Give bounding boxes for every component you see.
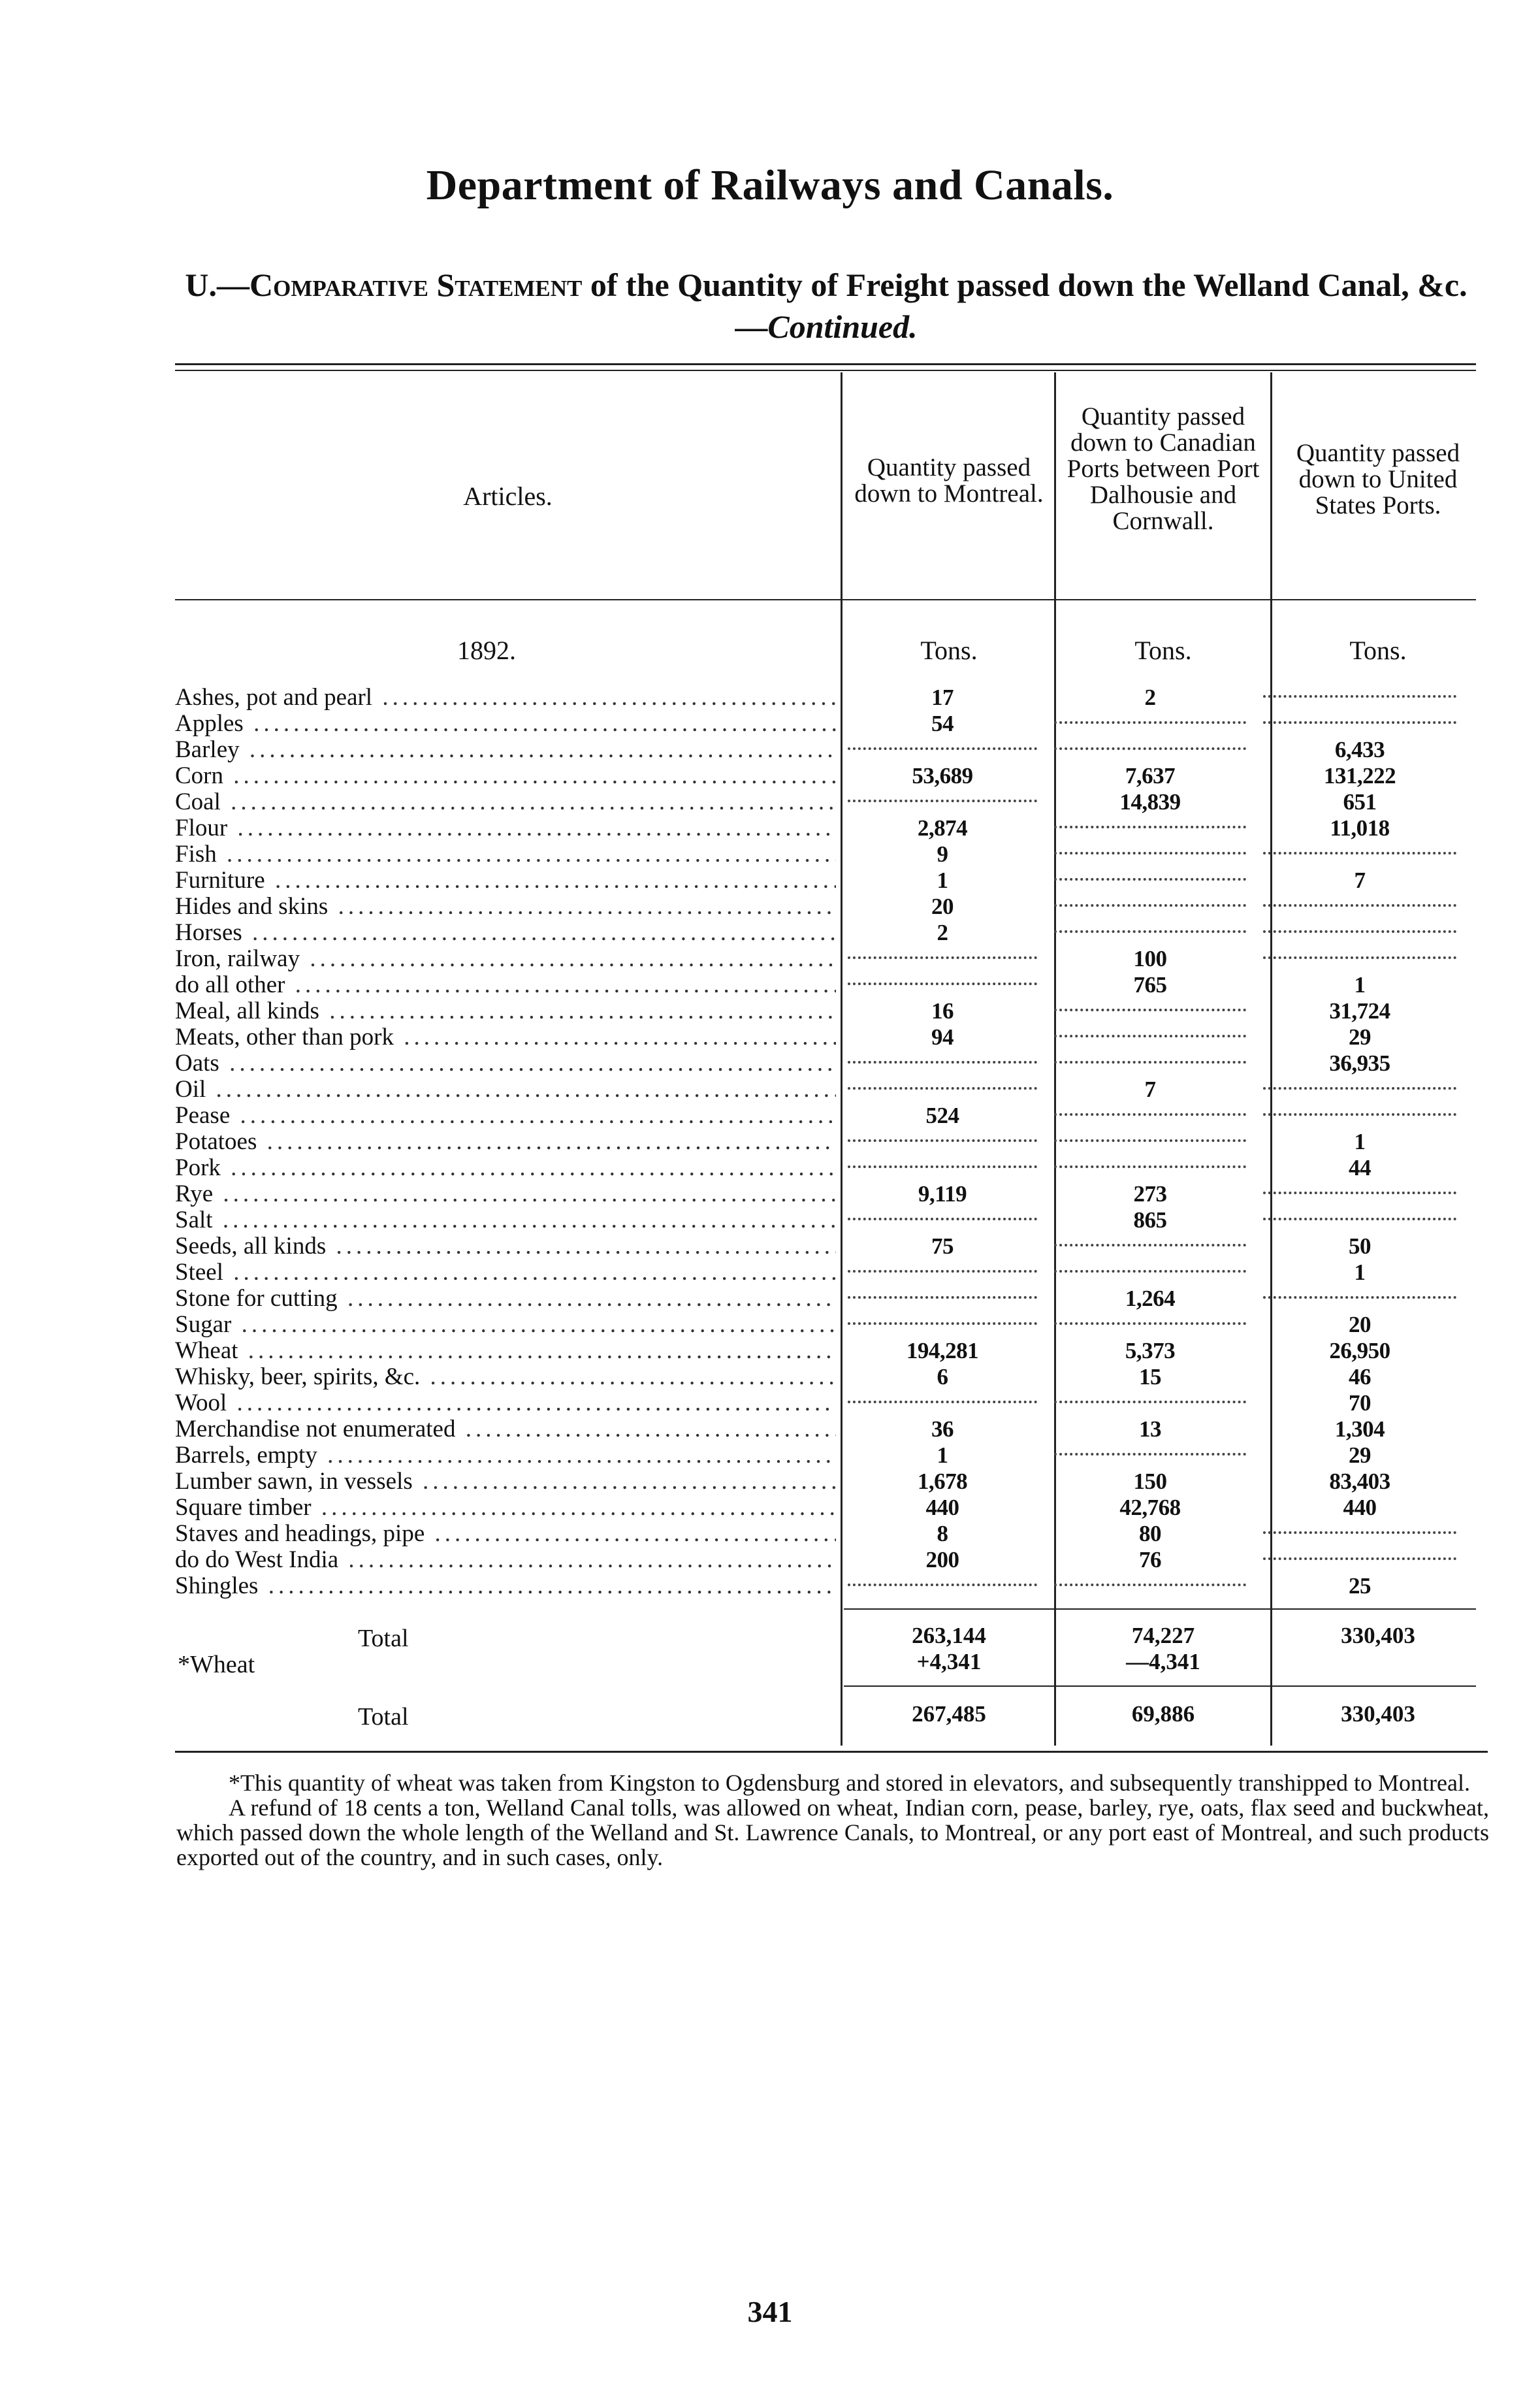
row-label: Meal, all kinds ..... <box>175 998 836 1024</box>
cell-canadian: 765 <box>1133 972 1167 998</box>
leader-dots <box>1054 1401 1246 1403</box>
table-row <box>175 763 1462 789</box>
leader-dots <box>1054 721 1246 724</box>
caption-main: of the Quantity of Freight passed down the Welland Canal, &c.— <box>590 267 1468 345</box>
table-bottom-rule <box>175 1751 1488 1753</box>
cell-montreal: 8 <box>937 1521 948 1546</box>
table-row <box>175 1024 1462 1050</box>
cell-us: 29 <box>1349 1442 1371 1468</box>
cell-us: 1 <box>1354 972 1366 998</box>
cell-montreal: 194,281 <box>906 1338 979 1363</box>
cell-montreal: 94 <box>931 1024 954 1050</box>
leader-dots <box>1054 852 1246 854</box>
leader-dots <box>1263 1192 1456 1194</box>
row-label: do all other ..... <box>175 972 836 998</box>
footnote-refund: A refund of 18 cents a ton, Welland Canal tolls, was allowed on wheat, Indian corn, pease, barley, rye, oats, flax seed and buckwheat, which passed down the whole length of the Welland and St. Lawrence Canals, to Montreal, or any port east of Montreal, and such products exported out of the country, and in such cases, only. <box>176 1795 1489 1870</box>
table-row <box>175 789 1462 815</box>
leader-dots <box>1054 1244 1246 1246</box>
leader-dots <box>1054 1061 1246 1064</box>
leader-dots <box>848 1296 1037 1299</box>
cell-montreal: 1,678 <box>917 1469 968 1494</box>
cell-montreal: 6 <box>937 1364 948 1390</box>
table-row <box>175 685 1462 711</box>
leader-dots <box>1054 1165 1246 1168</box>
leader-dots <box>848 1165 1037 1168</box>
caption-continued: Continued. <box>767 308 918 345</box>
table-row <box>175 1573 1462 1599</box>
cell-canadian: 1,264 <box>1125 1286 1176 1311</box>
row-label: Merchandise not enumerated ..... <box>175 1416 836 1442</box>
row-label: Whisky, beer, spirits, &c. ..... <box>175 1364 836 1390</box>
leader-dots <box>1054 878 1246 881</box>
cell-canadian: 7,637 <box>1125 763 1176 789</box>
row-label: Pork ..... <box>175 1155 836 1181</box>
wheat-canadian: —4,341 <box>1126 1649 1200 1674</box>
header-bottom-rule <box>175 599 1476 600</box>
caption-smallcaps: Comparative Statement <box>249 267 583 303</box>
table-row <box>175 1077 1462 1103</box>
column-header-montreal: Quantity passed down to Montreal. <box>854 453 1044 508</box>
cell-us: 20 <box>1349 1312 1371 1337</box>
cell-canadian: 865 <box>1133 1207 1167 1233</box>
leader-dots <box>1054 1113 1246 1116</box>
row-label: Lumber sawn, in vessels ..... <box>175 1469 836 1495</box>
row-label: Salt ..... <box>175 1207 836 1233</box>
cell-montreal: 1 <box>937 1442 948 1468</box>
leader-dots <box>1054 930 1246 933</box>
cell-montreal: 9,119 <box>918 1181 967 1207</box>
table-row <box>175 1260 1462 1286</box>
cell-montreal: 440 <box>925 1495 959 1520</box>
cell-montreal: 9 <box>937 841 948 867</box>
table-row <box>175 1312 1462 1338</box>
leader-dots <box>1263 930 1456 933</box>
cell-canadian: 76 <box>1139 1547 1161 1572</box>
leader-dots <box>1054 1035 1246 1037</box>
row-label: Meats, other than pork ..... <box>175 1024 836 1050</box>
cell-us: 131,222 <box>1323 763 1396 789</box>
cell-us: 26,950 <box>1329 1338 1390 1363</box>
row-label: Hides and skins ..... <box>175 894 836 920</box>
row-label: Seeds, all kinds ..... <box>175 1233 836 1260</box>
row-label: Barrels, empty ..... <box>175 1442 836 1469</box>
leader-dots <box>848 1322 1037 1325</box>
leader-dots <box>1263 1113 1456 1116</box>
table-row <box>175 1547 1462 1573</box>
total-montreal: 263,144 <box>912 1623 986 1648</box>
cell-canadian: 150 <box>1133 1469 1167 1494</box>
row-label: Shingles ..... <box>175 1573 836 1599</box>
row-label: Horses ..... <box>175 920 836 946</box>
leader-dots <box>1263 904 1456 907</box>
cell-montreal: 2,874 <box>917 815 968 841</box>
leader-dots <box>848 800 1037 802</box>
leader-dots <box>1054 826 1246 828</box>
cell-canadian: 80 <box>1139 1521 1161 1546</box>
cell-us: 70 <box>1349 1390 1371 1416</box>
cell-canadian: 14,839 <box>1119 789 1181 815</box>
row-label: Coal ..... <box>175 789 836 815</box>
cell-montreal: 20 <box>931 894 954 919</box>
cell-montreal: 200 <box>925 1547 959 1572</box>
row-label: Iron, railway ..... <box>175 946 836 972</box>
cell-us: 46 <box>1349 1364 1371 1390</box>
row-label: Apples ..... <box>175 711 836 737</box>
table-row <box>175 1286 1462 1312</box>
cell-us: 6,433 <box>1334 737 1385 762</box>
row-label: Staves and headings, pipe ..... <box>175 1521 836 1547</box>
leader-dots <box>848 983 1037 985</box>
wheat-label: *Wheat <box>178 1651 255 1678</box>
page-title: Department of Railways and Canals. <box>426 161 1114 209</box>
leader-dots <box>848 1401 1037 1403</box>
leader-dots <box>1054 1584 1246 1586</box>
row-label: Pease ..... <box>175 1103 836 1129</box>
table-row <box>175 1050 1462 1077</box>
table-row <box>175 1155 1462 1181</box>
unit-montreal: Tons. <box>920 636 978 665</box>
table-row <box>175 1181 1462 1207</box>
row-label: Ashes, pot and pearl ..... <box>175 685 836 711</box>
page-number: 341 <box>747 2295 793 2328</box>
final-total-label: Total <box>358 1703 409 1731</box>
leader-dots <box>1263 956 1456 959</box>
leader-dots <box>1263 1218 1456 1220</box>
row-label: Wool ..... <box>175 1390 836 1416</box>
leader-dots <box>848 1061 1037 1064</box>
table-row <box>175 894 1462 920</box>
table-caption <box>176 264 1476 348</box>
table-row <box>175 1495 1462 1521</box>
caption-prefix: U.— <box>185 267 249 303</box>
cell-canadian: 100 <box>1133 946 1167 971</box>
unit-us: Tons. <box>1349 636 1407 665</box>
table-row <box>175 1207 1462 1233</box>
column-header-us: Quantity passed down to United States Ports. <box>1296 439 1460 519</box>
final-total-canadian: 69,886 <box>1131 1701 1195 1727</box>
cell-us: 11,018 <box>1330 815 1390 841</box>
leader-dots <box>1263 1557 1456 1560</box>
cell-montreal: 16 <box>931 998 954 1024</box>
column-header-canadian: Quantity passed down to Canadian Ports between Port Dalhousie and Cornwall. <box>1067 402 1260 535</box>
cell-us: 651 <box>1343 789 1377 815</box>
cell-us: 1 <box>1354 1129 1366 1154</box>
leader-dots <box>1054 1270 1246 1273</box>
cell-us: 44 <box>1349 1155 1371 1180</box>
table-row <box>175 998 1462 1024</box>
cell-us: 1 <box>1354 1260 1366 1285</box>
table-row <box>175 737 1462 763</box>
table-row <box>175 972 1462 998</box>
leader-dots <box>848 1087 1037 1090</box>
cell-us: 31,724 <box>1329 998 1390 1024</box>
cell-us: 83,403 <box>1329 1469 1390 1494</box>
row-label: Furniture ..... <box>175 868 836 894</box>
row-label: do do West India ..... <box>175 1547 836 1573</box>
column-header-articles: Articles. <box>463 481 553 511</box>
leader-dots <box>1263 721 1456 724</box>
leader-dots <box>1054 1453 1246 1456</box>
row-label: Sugar ..... <box>175 1312 836 1338</box>
row-label: Oats ..... <box>175 1050 836 1077</box>
cell-us: 1,304 <box>1334 1416 1385 1442</box>
cell-montreal: 53,689 <box>912 763 973 789</box>
leader-dots <box>848 1218 1037 1220</box>
row-label: Wheat ..... <box>175 1338 836 1364</box>
row-label: Square timber ..... <box>175 1495 836 1521</box>
leader-dots <box>1263 1531 1456 1534</box>
table-row <box>175 920 1462 946</box>
wheat-montreal: +4,341 <box>916 1649 982 1674</box>
cell-montreal: 75 <box>931 1233 954 1259</box>
table-row <box>175 841 1462 868</box>
cell-montreal: 524 <box>925 1103 959 1128</box>
cell-montreal: 2 <box>937 920 948 945</box>
cell-montreal: 17 <box>931 685 954 710</box>
leader-dots <box>848 956 1037 959</box>
table-top-rule-2 <box>175 370 1476 371</box>
table-row <box>175 1521 1462 1547</box>
row-label: Steel ..... <box>175 1260 836 1286</box>
table-row <box>175 1103 1462 1129</box>
cell-us: 7 <box>1354 868 1366 893</box>
row-label: Stone for cutting ..... <box>175 1286 836 1312</box>
table-row <box>175 1233 1462 1260</box>
cell-us: 440 <box>1343 1495 1377 1520</box>
table-row <box>175 1364 1462 1390</box>
table-row <box>175 946 1462 972</box>
row-label: Potatoes ..... <box>175 1129 836 1155</box>
table-row <box>175 1338 1462 1364</box>
cell-canadian: 13 <box>1139 1416 1161 1442</box>
footnote-wheat: *This quantity of wheat was taken from Kingston to Ogdensburg and stored in elevators, and subsequently transhipped to Montreal. <box>229 1770 1470 1796</box>
cell-montreal: 1 <box>937 868 948 893</box>
table-top-rule <box>175 363 1476 365</box>
table-row <box>175 1416 1462 1442</box>
cell-canadian: 15 <box>1139 1364 1161 1390</box>
unit-canadian: Tons. <box>1134 636 1192 665</box>
leader-dots <box>1263 852 1456 854</box>
cell-us: 25 <box>1349 1573 1371 1599</box>
table-row <box>175 1390 1462 1416</box>
row-label: Oil ..... <box>175 1077 836 1103</box>
leader-dots <box>1054 1322 1246 1325</box>
table-row <box>175 1129 1462 1155</box>
year-label: 1892. <box>457 636 516 665</box>
final-total-montreal: 267,485 <box>912 1701 986 1727</box>
leader-dots <box>848 747 1037 750</box>
table-row <box>175 711 1462 737</box>
table-row <box>175 1469 1462 1495</box>
leader-dots <box>1054 904 1246 907</box>
final-total-rule <box>844 1685 1476 1687</box>
row-label: Rye ..... <box>175 1181 836 1207</box>
leader-dots <box>1263 1087 1456 1090</box>
leader-dots <box>1263 1296 1456 1299</box>
leader-dots <box>1054 1139 1246 1142</box>
final-total-us: 330,403 <box>1341 1701 1415 1727</box>
totals-rule <box>844 1608 1476 1610</box>
cell-us: 50 <box>1349 1233 1371 1259</box>
leader-dots <box>848 1270 1037 1273</box>
footnotes <box>176 1770 1489 1870</box>
cell-montreal: 54 <box>931 711 954 736</box>
cell-canadian: 7 <box>1144 1077 1156 1102</box>
cell-canadian: 2 <box>1144 685 1156 710</box>
cell-us: 36,935 <box>1329 1050 1390 1076</box>
table-row <box>175 868 1462 894</box>
leader-dots <box>848 1584 1037 1586</box>
total-label: Total <box>358 1625 409 1652</box>
table-row <box>175 815 1462 841</box>
row-label: Corn ..... <box>175 763 836 789</box>
row-label: Flour ..... <box>175 815 836 841</box>
row-label: Fish ..... <box>175 841 836 868</box>
cell-canadian: 42,768 <box>1119 1495 1181 1520</box>
leader-dots <box>1054 1009 1246 1011</box>
cell-us: 29 <box>1349 1024 1371 1050</box>
cell-canadian: 273 <box>1133 1181 1167 1207</box>
total-canadian: 74,227 <box>1131 1623 1195 1648</box>
leader-dots <box>1263 695 1456 698</box>
row-label: Barley ..... <box>175 737 836 763</box>
cell-canadian: 5,373 <box>1125 1338 1176 1363</box>
table-row <box>175 1442 1462 1469</box>
cell-montreal: 36 <box>931 1416 954 1442</box>
total-us: 330,403 <box>1341 1623 1415 1648</box>
leader-dots <box>1054 747 1246 750</box>
leader-dots <box>848 1139 1037 1142</box>
